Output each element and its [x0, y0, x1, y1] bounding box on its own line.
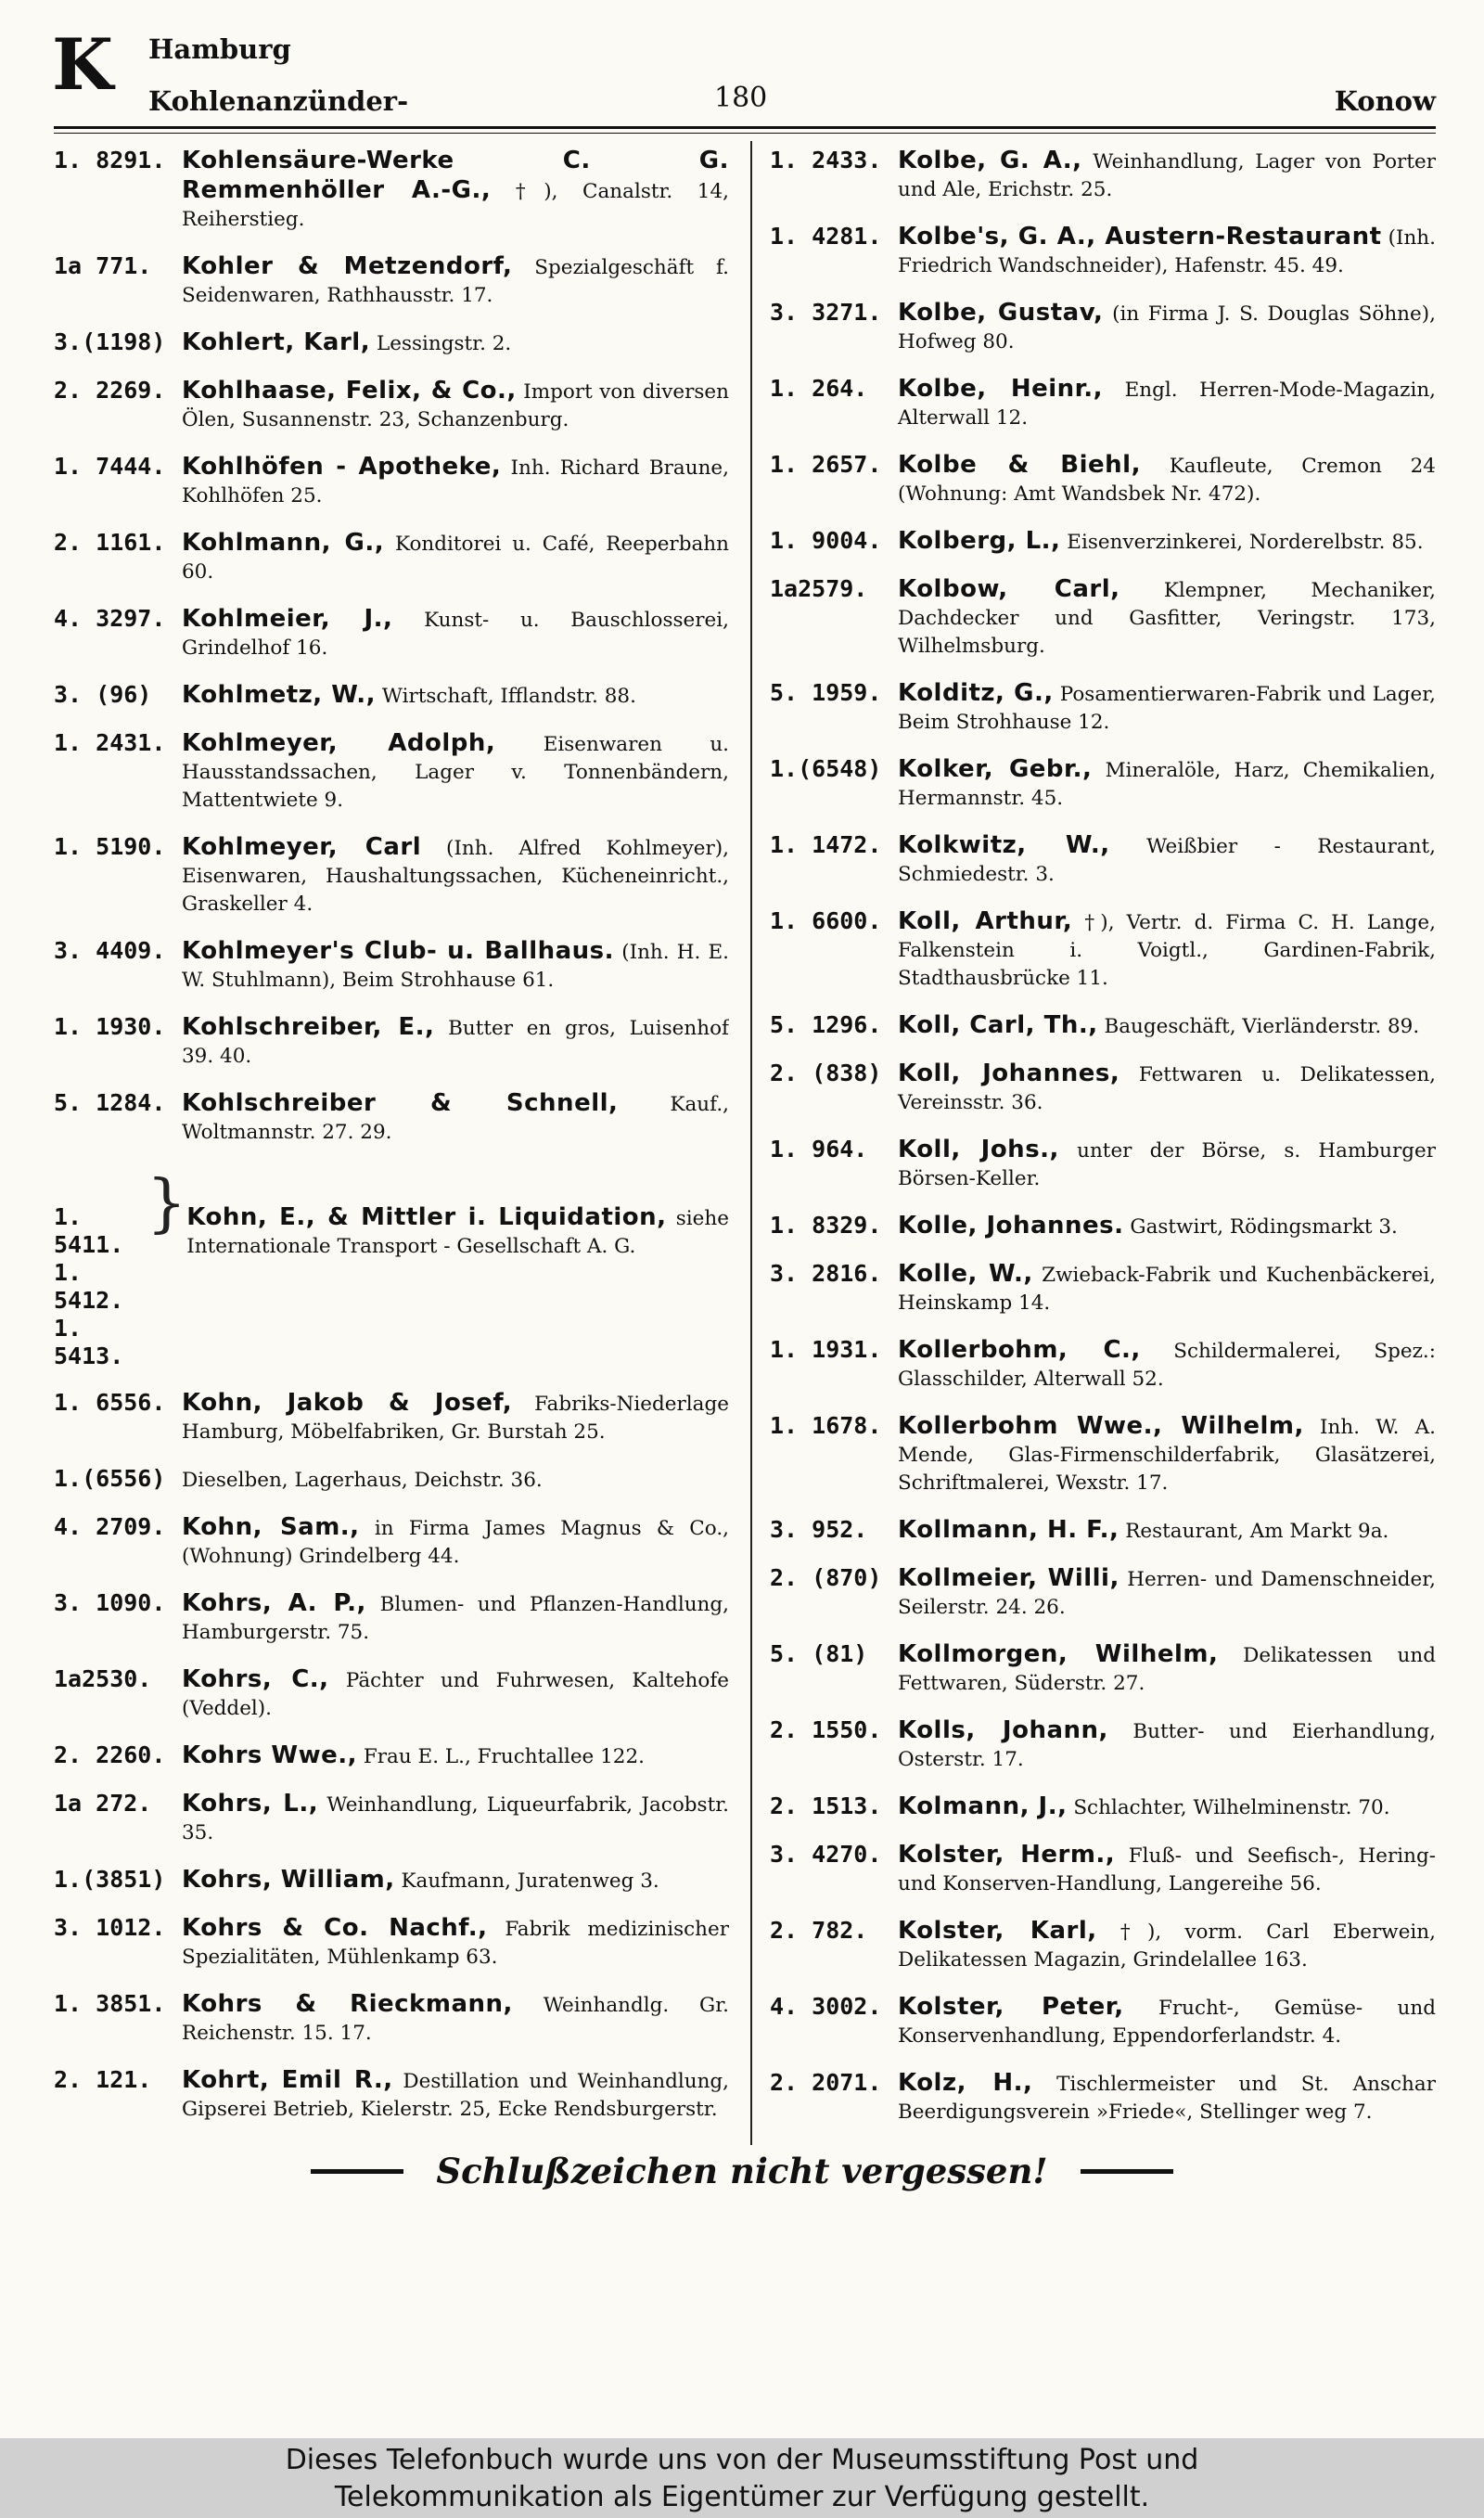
entry-name: Kolbe, Heinr., — [898, 375, 1104, 403]
entry-number: 1. 5190. — [54, 833, 166, 860]
entry-details: (Inh. Alfred Kohlmeyer), Eisenwaren, Haushaltungssachen, Kücheneinricht., Graskeller 4. — [182, 837, 729, 916]
directory-entry — [770, 831, 1436, 889]
entry-details: Konditorei u. Café, Reeperbahn 60. — [182, 533, 729, 584]
entry-name: Kohlmeyer's Club- u. Ballhaus. — [182, 937, 615, 965]
directory-entry — [54, 1990, 729, 2048]
entry-name: Kohlschreiber, E., — [182, 1013, 435, 1041]
entry-details: Kaufleute, Cremon 24 (Wohnung: Amt Wandsbek Nr. 472). — [898, 455, 1436, 506]
entry-number: 1. 3851. — [54, 1990, 166, 2017]
entry-number: 1. 1930. — [54, 1013, 166, 1040]
directory-entry — [770, 1260, 1436, 1317]
right-column — [770, 147, 1436, 2141]
entry-number: 2. 2260. — [54, 1741, 166, 1768]
entry-number: 1. 5413. — [54, 1315, 124, 1369]
entry-text — [182, 937, 729, 995]
entry-number: 1. 1931. — [770, 1336, 882, 1363]
directory-entry — [54, 1165, 729, 1370]
directory-entry — [770, 1336, 1436, 1394]
directory-entry — [770, 375, 1436, 432]
entry-details: Import von diversen Ölen, Susannenstr. 23, Schanzenburg. — [182, 380, 729, 431]
entry-details: †), Canalstr. 14, Reiherstieg. — [182, 180, 729, 231]
entry-details: Delikatessen und Fettwaren, Süderstr. 27. — [898, 1644, 1436, 1695]
directory-entry — [770, 575, 1436, 661]
entry-details: Baugeschäft, Vierländerstr. 89. — [1104, 1015, 1420, 1038]
header-place: Hamburg — [148, 33, 291, 65]
directory-entry — [770, 907, 1436, 993]
entry-text — [898, 575, 1436, 661]
entry-name: Kolberg, L., — [898, 527, 1061, 555]
entry-details: Schlachter, Wilhelminenstr. 70. — [1073, 1796, 1390, 1819]
page-number: 180 — [714, 82, 768, 114]
entry-name: Kolster, Herm., — [898, 1841, 1116, 1869]
entry-details: (Inh. H. E. W. Stuhlmann), Beim Strohhause 61. — [182, 941, 729, 992]
entry-text — [182, 529, 729, 586]
entry-text — [182, 1467, 729, 1495]
directory-entry — [770, 527, 1436, 557]
closing-note: Schlußzeichen nicht vergessen! — [436, 2151, 1048, 2191]
entry-number: 2. 2269. — [54, 377, 166, 404]
entry-number: 2. (838) — [770, 1060, 882, 1086]
entry-details: Dieselben, Lagerhaus, Deichstr. 36. — [182, 1469, 543, 1492]
entry-name: Kolle, Johannes. — [898, 1212, 1124, 1240]
entry-details: Frucht-, Gemüse- und Konservenhandlung, Eppendorferlandstr. 4. — [898, 1997, 1436, 2048]
directory-entry — [54, 147, 729, 234]
directory-entry — [54, 1389, 729, 1446]
left-column — [54, 147, 729, 2141]
entry-details: Butter en gros, Luisenhof 39. 40. — [182, 1017, 729, 1068]
entry-name: Kohlmeier, J., — [182, 605, 393, 633]
directory-entry — [770, 755, 1436, 813]
entry-text — [182, 729, 729, 815]
entry-details: Klempner, Mechaniker, Dachdecker und Gasfitter, Veringstr. 173, Wilhelmsburg. — [898, 579, 1436, 658]
brace-glyph: } — [147, 1167, 187, 1240]
directory-entry — [54, 1914, 729, 1972]
entry-name: Kohrs, A. P., — [182, 1589, 366, 1617]
header-rule-thin — [54, 133, 1436, 134]
entry-details: Weinhandlg. Gr. Reichenstr. 15. 17. — [182, 1994, 729, 2045]
entry-text — [182, 1741, 729, 1771]
entry-number: 5. 1296. — [770, 1011, 882, 1038]
entry-number: 1. 7444. — [54, 453, 166, 480]
entry-details: Engl. Herren-Mode-Magazin, Alterwall 12. — [898, 379, 1436, 430]
entry-text — [182, 1589, 729, 1647]
entry-number: 1a2579. — [770, 575, 868, 602]
entry-details: Kunst- u. Bauschlosserei, Grindelhof 16. — [182, 609, 729, 660]
entry-number: 2. 1550. — [770, 1716, 882, 1743]
entry-details: (in Firma J. S. Douglas Söhne), Hofweg 80. — [898, 302, 1436, 353]
entry-number: 4. 3297. — [54, 605, 166, 632]
entry-number: 1. 4281. — [770, 223, 882, 250]
directory-entry — [54, 681, 729, 711]
entry-text — [898, 147, 1436, 204]
directory-entry — [770, 1640, 1436, 1698]
entry-text — [182, 681, 729, 711]
entry-name: Koll, Johs., — [898, 1136, 1059, 1163]
directory-entry — [54, 1790, 729, 1847]
entry-name: Kohlmetz, W., — [182, 681, 377, 709]
entry-number: 1.(3851) — [54, 1866, 166, 1893]
entry-details: Fabrik medizinischer Spezialitäten, Mühlenkamp 63. — [182, 1918, 729, 1969]
entry-text — [182, 328, 729, 358]
directory-entry — [770, 1136, 1436, 1193]
entry-text — [898, 679, 1436, 737]
entry-details: Wirtschaft, Ifflandstr. 88. — [381, 685, 636, 708]
entry-details: Butter- und Eierhandlung, Osterstr. 17. — [898, 1720, 1436, 1771]
entry-details: Mineralöle, Harz, Chemikalien, Hermannstr. 45. — [898, 759, 1436, 810]
entry-name: Kollerbohm Wwe., Wilhelm, — [898, 1412, 1304, 1440]
entry-text — [898, 1917, 1436, 1974]
entry-number: 5. 1959. — [770, 679, 882, 706]
entry-details: Eisenverzinkerei, Norderelbstr. 85. — [1067, 531, 1424, 554]
entry-text — [898, 2069, 1436, 2126]
directory-entry — [54, 1665, 729, 1723]
entry-number: 1. 2433. — [770, 147, 882, 173]
entry-name: Kohlensäure-Werke C. G. Remmenhöller A.-G., — [182, 147, 729, 204]
directory-entry — [54, 328, 729, 358]
entry-name: Kollmeier, Willi, — [898, 1564, 1119, 1592]
entry-name: Kollmorgen, Wilhelm, — [898, 1640, 1219, 1668]
directory-entry — [770, 1917, 1436, 1974]
entry-details: Fabriks-Niederlage Hamburg, Möbelfabriken, Gr. Burstah 25. — [182, 1393, 729, 1444]
footer-line-1: Dieses Telefonbuch wurde uns von der Museumsstiftung Post und — [285, 2444, 1199, 2476]
entry-text — [182, 377, 729, 434]
entry-text — [182, 1990, 729, 2048]
directory-entry — [54, 937, 729, 995]
directory-entry — [54, 1465, 729, 1495]
directory-entry — [54, 1741, 729, 1771]
directory-entry — [770, 1011, 1436, 1041]
entry-name: Kohrt, Emil R., — [182, 2066, 393, 2094]
entry-name: Kohlhaase, Felix, & Co., — [182, 377, 517, 405]
header-range-end: Konow — [1334, 85, 1436, 117]
entry-number: 1. 1678. — [770, 1412, 882, 1439]
entry-number: 1. 964. — [770, 1136, 868, 1163]
directory-entry — [770, 679, 1436, 737]
entry-details: Destillation und Weinhandlung, Gipserei Betrieb, Kielerstr. 25, Ecke Rendsburgerstr. — [182, 2070, 729, 2121]
entry-number: 1. 8329. — [770, 1212, 882, 1239]
directory-entry — [770, 1792, 1436, 1822]
entry-numbers — [54, 1203, 147, 1370]
entry-name: Kolmann, J., — [898, 1792, 1068, 1820]
directory-entry — [770, 1841, 1436, 1898]
entry-number: 5. (81) — [770, 1640, 868, 1667]
entry-text — [182, 252, 729, 310]
entry-number: 3. (96) — [54, 681, 152, 708]
entry-text — [898, 1260, 1436, 1317]
entry-name: Kolbow, Carl, — [898, 575, 1120, 603]
entry-details: Inh. Richard Braune, Kohlhöfen 25. — [182, 456, 729, 507]
entry-details: Restaurant, Am Markt 9a. — [1125, 1520, 1389, 1543]
entry-text — [182, 1389, 729, 1446]
entry-name: Kohn, Sam., — [182, 1513, 360, 1541]
entry-details: Kaufmann, Juratenweg 3. — [401, 1869, 659, 1893]
entry-text — [182, 605, 729, 662]
entry-text — [898, 1011, 1436, 1041]
directory-entry — [54, 453, 729, 510]
entry-name: Kohlschreiber & Schnell, — [182, 1089, 619, 1117]
entry-number: 1a 272. — [54, 1790, 152, 1817]
entry-name: Kohler & Metzendorf, — [182, 252, 513, 280]
directory-entry — [54, 1513, 729, 1571]
directory-entry — [770, 1412, 1436, 1497]
entry-details: Posamentierwaren-Fabrik und Lager, Beim Strohhause 12. — [898, 683, 1436, 734]
entry-name: Kolditz, G., — [898, 679, 1054, 707]
entry-number: 1. 1472. — [770, 831, 882, 858]
entry-details: Fluß- und Seefisch-, Hering- und Konserven-Handlung, Langereihe 56. — [898, 1844, 1436, 1895]
entry-details: Frau E. L., Fruchtallee 122. — [363, 1745, 645, 1768]
entry-number: 3. 1090. — [54, 1589, 166, 1616]
entry-details: Lessingstr. 2. — [376, 332, 512, 355]
entry-name: Koll, Johannes, — [898, 1060, 1120, 1087]
entry-details: Fettwaren u. Delikatessen, Vereinsstr. 36. — [898, 1063, 1436, 1114]
header-rule — [54, 126, 1436, 129]
closing-note-row — [0, 2151, 1484, 2191]
entry-number: 1. 9004. — [770, 527, 882, 554]
entry-number: 1. 6600. — [770, 907, 882, 934]
entry-name: Kohlmeyer, Adolph, — [182, 729, 496, 757]
header-category: Kohlenanzünder- — [148, 85, 409, 117]
entry-details: †), vorm. Carl Eberwein, Delikatessen Magazin, Grindelallee 163. — [898, 1921, 1436, 1972]
directory-entry — [54, 833, 729, 919]
entry-text — [182, 1790, 729, 1847]
entry-details: Schildermalerei, Spez.: Glasschilder, Alterwall 52. — [898, 1340, 1436, 1391]
entry-name: Kollerbohm, C., — [898, 1336, 1141, 1364]
entry-text — [898, 1060, 1436, 1117]
entry-details: Kauf., Woltmannstr. 27. 29. — [182, 1093, 729, 1144]
entry-text — [182, 1089, 729, 1147]
entry-text — [898, 1716, 1436, 1774]
entry-name: Kohlhöfen - Apotheke, — [182, 453, 502, 481]
entry-number: 1.(6556) — [54, 1465, 166, 1492]
entry-number: 1a 771. — [54, 252, 152, 279]
directory-entry — [770, 1564, 1436, 1622]
entry-details: Weinhandlung, Lager von Porter und Ale, Erichstr. 25. — [898, 150, 1436, 201]
entry-name: Kohrs & Co. Nachf., — [182, 1914, 488, 1942]
directory-entry — [54, 1089, 729, 1147]
entry-number: 2. 2071. — [770, 2069, 882, 2096]
entry-details: Weinhandlung, Liqueurfabrik, Jacobstr. 35. — [182, 1793, 729, 1844]
entry-text — [898, 1792, 1436, 1822]
entry-number: 1. 5412. — [54, 1259, 124, 1314]
entry-number: 1.(6548) — [770, 755, 882, 782]
entry-name: Kolkwitz, W., — [898, 831, 1110, 859]
entry-number: 3.(1198) — [54, 328, 166, 355]
entry-text — [898, 223, 1436, 280]
entry-text — [898, 1841, 1436, 1898]
entry-text — [898, 1412, 1436, 1497]
entry-name: Kolbe's, G. A., Austern-Restaurant — [898, 223, 1382, 251]
directory-entry — [54, 729, 729, 815]
entry-text — [898, 451, 1436, 508]
directory-entry — [54, 1013, 729, 1071]
closing-bar-left — [311, 2169, 403, 2174]
entry-number: 1. 5411. — [54, 1203, 124, 1258]
footer-notice — [0, 2438, 1484, 2518]
entry-details: siehe Internationale Transport - Gesellschaft A. G. — [186, 1207, 729, 1258]
entry-details: Pächter und Fuhrwesen, Kaltehofe (Veddel). — [182, 1669, 729, 1720]
directory-entry — [770, 1212, 1436, 1241]
entry-text — [898, 907, 1436, 993]
entry-text — [898, 1212, 1436, 1241]
entry-details: Eisenwaren u. Hausstandssachen, Lager v. Tonnenbändern, Mattentwiete 9. — [182, 733, 729, 812]
entry-text — [898, 1993, 1436, 2050]
entry-details: Inh. W. A. Mende, Glas-Firmenschilderfabrik, Glasätzerei, Schriftmalerei, Wexstr. 17. — [898, 1416, 1436, 1495]
directory-entry — [770, 451, 1436, 508]
entry-text — [898, 527, 1436, 557]
entry-text — [182, 1513, 729, 1571]
entry-name: Kolker, Gebr., — [898, 755, 1093, 783]
entry-text — [898, 1516, 1436, 1546]
entry-name: Kohrs Wwe., — [182, 1741, 357, 1769]
column-divider — [750, 141, 752, 2145]
entry-details: in Firma James Magnus & Co., (Wohnung) Grindelberg 44. — [182, 1517, 729, 1568]
entry-name: Kolls, Johann, — [898, 1716, 1108, 1744]
entry-text — [898, 299, 1436, 356]
entry-text — [898, 1564, 1436, 1622]
directory-entry — [770, 2069, 1436, 2126]
entry-details: †), Vertr. d. Firma C. H. Lange, Falkenstein i. Voigtl., Gardinen-Fabrik, Stadthausbrücke 11. — [898, 911, 1436, 990]
entry-details: Herren- und Damenschneider, Seilerstr. 24. 26. — [898, 1568, 1436, 1619]
footer-line-2: Telekommunikation als Eigentümer zur Verfügung gestellt. — [334, 2481, 1150, 2513]
directory-entry — [770, 1716, 1436, 1774]
entry-number: 4. 3002. — [770, 1993, 882, 2020]
entry-name: Kolle, W., — [898, 1260, 1033, 1288]
entry-name: Kolz, H., — [898, 2069, 1033, 2097]
directory-entry — [54, 605, 729, 662]
entry-name: Kohlmeyer, Carl — [182, 833, 422, 861]
entry-details: Gastwirt, Rödingsmarkt 3. — [1130, 1215, 1398, 1239]
entry-name: Kolster, Karl, — [898, 1917, 1097, 1945]
entry-text — [182, 453, 729, 510]
entry-number: 2. (870) — [770, 1564, 882, 1591]
entry-text — [182, 833, 729, 919]
entry-text — [898, 755, 1436, 813]
entry-details: Blumen- und Pflanzen-Handlung, Hamburgerstr. 75. — [182, 1593, 729, 1644]
entry-details: Zwieback-Fabrik und Kuchenbäckerei, Heinskamp 14. — [898, 1264, 1436, 1315]
entry-number: 3. 1012. — [54, 1914, 166, 1941]
entry-number: 1a2530. — [54, 1665, 152, 1692]
entry-number: 1. 2657. — [770, 451, 882, 478]
entry-name: Kohn, Jakob & Josef, — [182, 1389, 513, 1417]
entry-text — [182, 1866, 729, 1895]
entry-details: (Inh. Friedrich Wandschneider), Hafenstr. 45. 49. — [898, 226, 1436, 277]
directory-entry — [770, 299, 1436, 356]
entry-details: Spezialgeschäft f. Seidenwaren, Rathhausstr. 17. — [182, 256, 729, 307]
entry-text — [182, 1665, 729, 1723]
entry-name: Kolbe & Biehl, — [898, 451, 1141, 479]
entry-text — [182, 1013, 729, 1071]
directory-entry — [770, 147, 1436, 204]
entry-name: Kohlert, Karl, — [182, 328, 371, 356]
entry-number: 2. 782. — [770, 1917, 868, 1944]
entry-number: 3. 3271. — [770, 299, 882, 326]
entry-number: 3. 4270. — [770, 1841, 882, 1868]
directory-entry — [54, 1866, 729, 1895]
entry-number: 4. 2709. — [54, 1513, 166, 1540]
directory-entry — [770, 1993, 1436, 2050]
entry-number: 1. 264. — [770, 375, 868, 402]
entry-name: Kohlmann, G., — [182, 529, 385, 557]
entry-text — [898, 1336, 1436, 1394]
entry-text — [182, 2066, 729, 2124]
section-letter: K — [52, 23, 114, 106]
directory-entry — [54, 377, 729, 434]
entry-number: 1. 2431. — [54, 729, 166, 756]
entry-name: Kolster, Peter, — [898, 1993, 1124, 2021]
entry-name: Kolbe, G. A., — [898, 147, 1082, 174]
entry-name: Kolbe, Gustav, — [898, 299, 1104, 327]
directory-entry — [54, 2066, 729, 2124]
entry-text — [898, 375, 1436, 432]
entry-name: Koll, Carl, Th., — [898, 1011, 1098, 1039]
directory-entry — [770, 1060, 1436, 1117]
entry-number: 5. 1284. — [54, 1089, 166, 1116]
directory-entry — [770, 223, 1436, 280]
directory-entry — [54, 252, 729, 310]
directory-entry — [54, 529, 729, 586]
directory-entry — [54, 1589, 729, 1647]
entry-name: Kohrs, C., — [182, 1665, 329, 1693]
entry-text — [898, 1640, 1436, 1698]
entry-number: 1. 8291. — [54, 147, 166, 173]
entry-number: 3. 952. — [770, 1516, 868, 1543]
entry-text — [182, 1914, 729, 1972]
entry-details: unter der Börse, s. Hamburger Börsen-Keller. — [898, 1139, 1436, 1190]
entry-name: Kollmann, H. F., — [898, 1516, 1119, 1544]
entry-number: 2. 1513. — [770, 1792, 882, 1819]
directory-entry — [770, 1516, 1436, 1546]
entry-text — [898, 1136, 1436, 1193]
entry-number: 1. 6556. — [54, 1389, 166, 1416]
entry-details: Tischlermeister und St. Anschar Beerdigungsverein »Friede«, Stellinger weg 7. — [898, 2073, 1436, 2124]
entry-number: 3. 2816. — [770, 1260, 882, 1287]
entry-text — [898, 831, 1436, 889]
entry-name: Kohn, E., & Mittler i. Liquidation, — [186, 1203, 667, 1231]
closing-bar-right — [1081, 2169, 1173, 2174]
entry-name: Kohrs, William, — [182, 1866, 395, 1894]
entry-number: 2. 121. — [54, 2066, 152, 2093]
entry-number: 2. 1161. — [54, 529, 166, 556]
entry-name: Kohrs, L., — [182, 1790, 319, 1818]
entry-number: 3. 4409. — [54, 937, 166, 964]
entry-name: Koll, Arthur, — [898, 907, 1073, 935]
entry-text — [182, 147, 729, 234]
entry-text — [186, 1203, 729, 1261]
entry-name: Kohrs & Rieckmann, — [182, 1990, 513, 2018]
entry-details: Weißbier - Restaurant, Schmiedestr. 3. — [898, 835, 1436, 886]
